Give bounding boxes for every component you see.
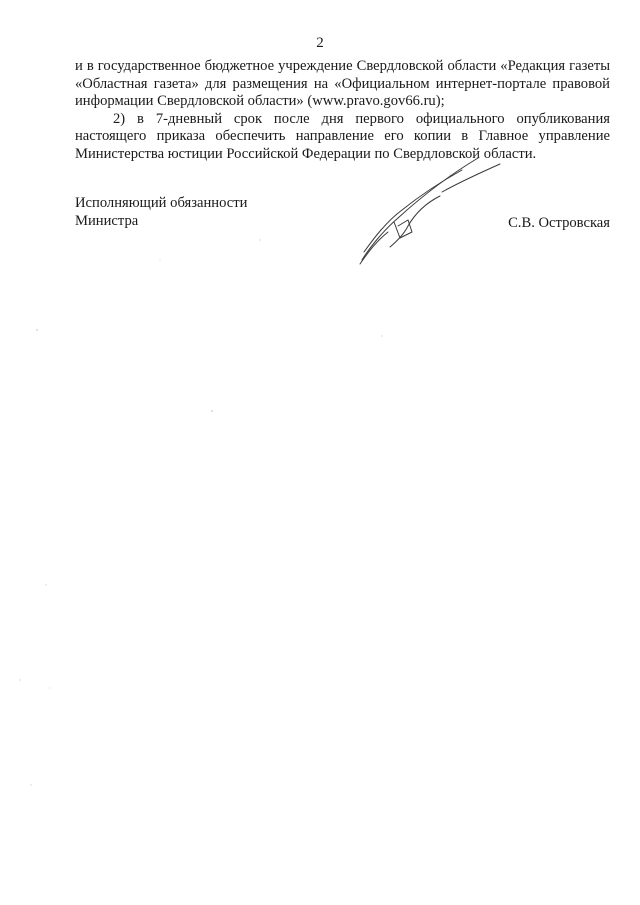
signer-position-line2: Министра	[75, 213, 139, 229]
page-number: 2	[316, 35, 324, 51]
signer-position-line1: Исполняющий обязанности	[75, 195, 248, 211]
paragraph-item-2: 2) в 7-дневный срок после дня первого официального опубликования настоящего приказа обеспечить направление его копии в Главное управление Министерства юстиции Российской Федерации по Свердловской области.	[75, 110, 610, 162]
paragraph-continuation: и в государственное бюджетное учреждение Свердловской области «Редакция газеты «Областная газета» для размещения на «Официальном интернет-портале правовой информации Свердловской области» (www.pravo.gov66.ru);	[75, 58, 610, 109]
signer-name: С.В. Островская	[508, 215, 610, 231]
